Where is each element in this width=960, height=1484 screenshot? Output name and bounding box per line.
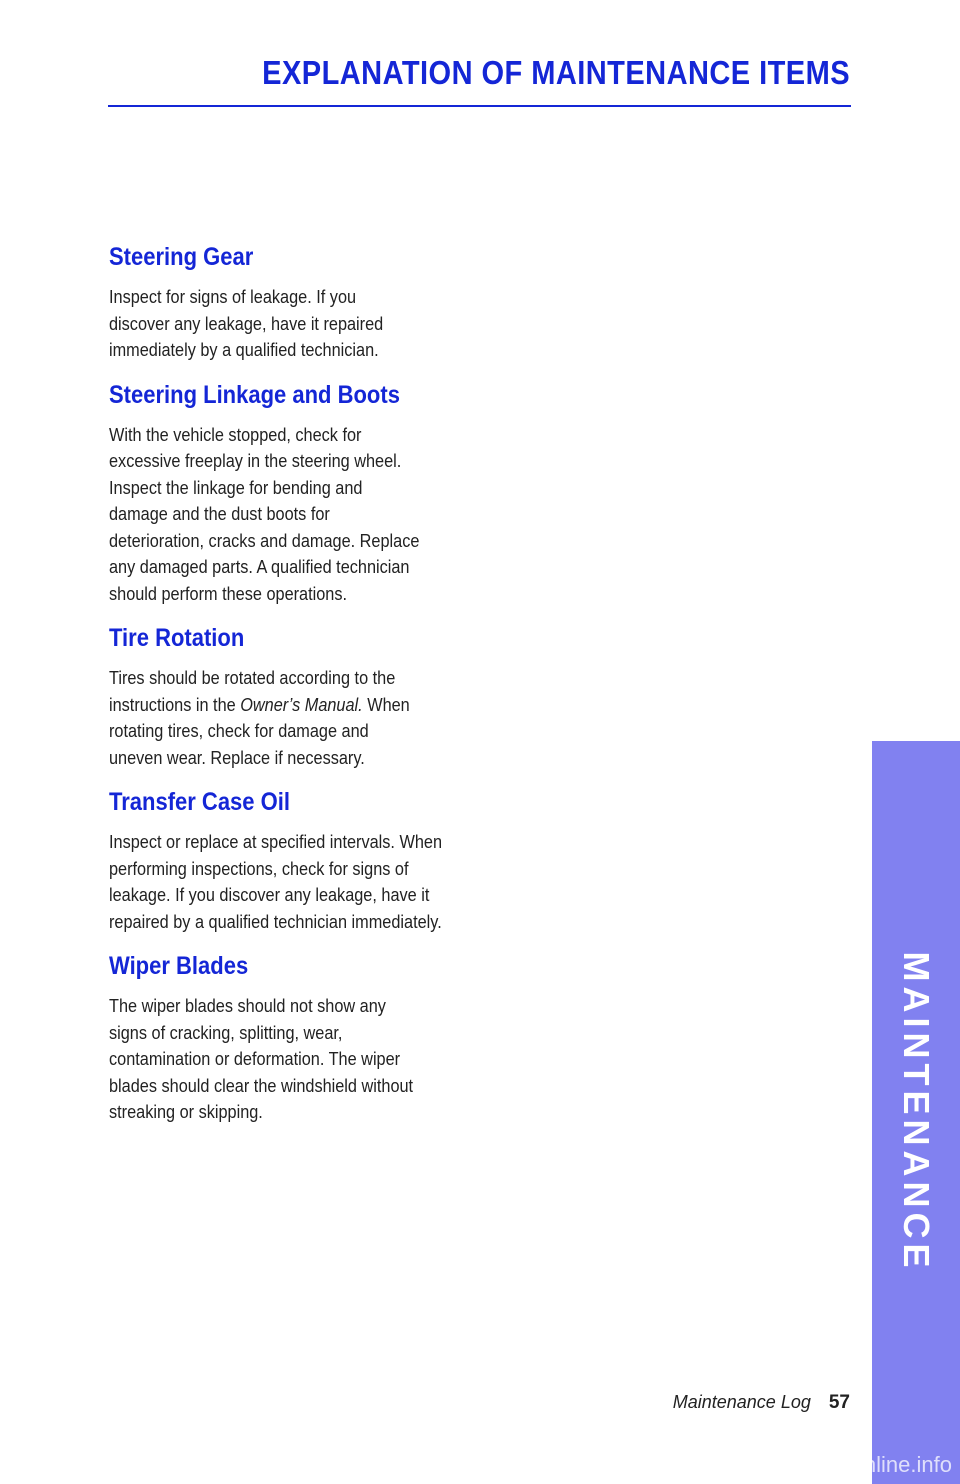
body-line: The wiper blades should not show any	[109, 995, 386, 1016]
body-line: should perform these operations.	[109, 582, 348, 604]
page-number: 57	[828, 1392, 850, 1413]
section-heading: Steering Gear	[109, 243, 254, 271]
body-line: uneven wear. Replace if necessary.	[109, 746, 365, 768]
body-line: Inspect the linkage for bending and	[109, 476, 363, 498]
page-footer	[673, 1392, 850, 1414]
body-line: signs of cracking, splitting, wear,	[109, 1021, 343, 1043]
body-line: immediately by a qualified technician.	[109, 339, 379, 360]
body-line: blades should clear the windshield without	[109, 1074, 414, 1096]
body-line: any damaged parts. A qualified technician	[109, 556, 410, 577]
body-line: leakage. If you discover any leakage, have it	[109, 884, 430, 905]
section-steering-linkage	[109, 378, 489, 608]
section-heading: Wiper Blades	[109, 952, 249, 980]
body-line: deterioration, cracks and damage. Replace	[109, 529, 420, 551]
footer-label: Maintenance Log	[672, 1392, 811, 1412]
section-body	[109, 284, 470, 364]
section-body	[109, 993, 470, 1126]
section-tire-rotation	[109, 621, 489, 771]
body-line: streaking or skipping.	[109, 1101, 263, 1122]
body-line: Inspect for signs of leakage. If you	[109, 286, 357, 307]
body-line: discover any leakage, have it repaired	[109, 312, 384, 334]
section-body	[109, 665, 470, 771]
body-line: With the vehicle stopped, check for	[109, 423, 362, 445]
page-title: EXPLANATION OF MAINTENANCE ITEMS	[262, 54, 850, 91]
owners-manual-reference: Owner’s Manual.	[240, 693, 363, 715]
body-line: Tires should be rotated according to the	[109, 667, 396, 688]
body-line: contamination or deformation. The wiper	[109, 1048, 401, 1069]
section-heading: Tire Rotation	[109, 624, 245, 652]
watermark: carmanualsonline.info	[737, 1452, 952, 1477]
body-line: excessive freeplay in the steering wheel.	[109, 450, 402, 471]
section-heading: Steering Linkage and Boots	[109, 380, 400, 409]
side-tab-label: MAINTENANCE	[896, 951, 937, 1273]
body-line: rotating tires, check for damage and	[109, 720, 369, 741]
body-text: When	[362, 693, 410, 715]
section-steering-gear	[109, 240, 489, 364]
body-text: instructions in the	[109, 693, 241, 715]
section-body	[109, 422, 470, 608]
title-divider	[108, 105, 851, 107]
section-body	[109, 829, 470, 935]
body-line: performing inspections, check for signs of	[109, 857, 409, 879]
section-transfer-case-oil	[109, 785, 489, 935]
section-wiper-blades	[109, 949, 489, 1126]
section-heading: Transfer Case Oil	[109, 788, 290, 816]
body-line: Inspect or replace at specified intervals. When	[109, 831, 443, 852]
body-line: damage and the dust boots for	[109, 503, 330, 524]
main-content	[109, 240, 489, 1140]
body-line: repaired by a qualified technician immediately.	[109, 910, 442, 932]
